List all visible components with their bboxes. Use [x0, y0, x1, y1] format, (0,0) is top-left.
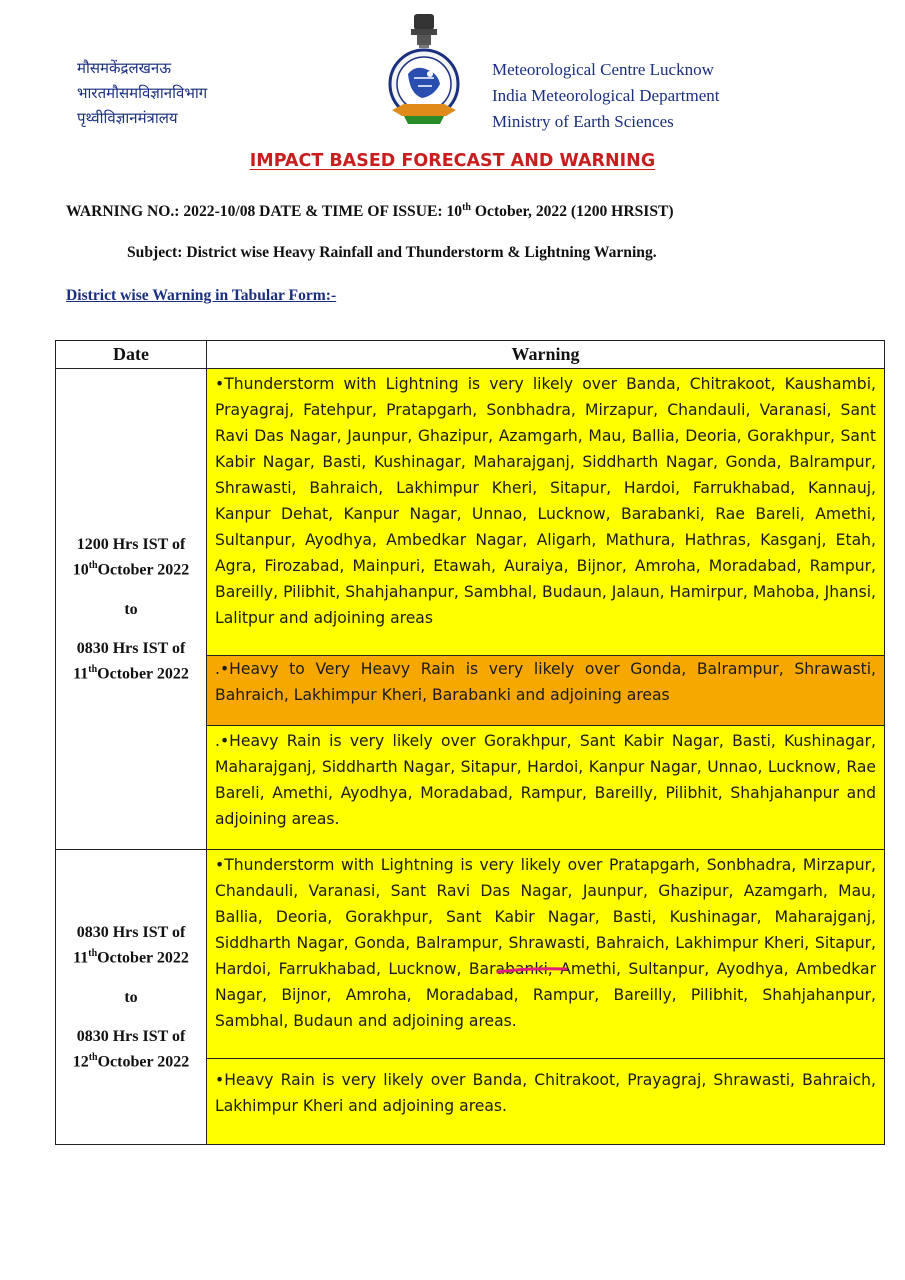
period-1-to: to	[124, 600, 138, 618]
hindi-org-block	[77, 56, 287, 131]
period-1-from-sup: th	[88, 560, 98, 572]
period-1-to-day: 11	[73, 664, 89, 682]
period-1-to-sup: th	[88, 663, 98, 675]
period-2-to-line: 0830 Hrs IST of	[76, 1027, 186, 1045]
period-2-from-line: 0830 Hrs IST of	[76, 924, 186, 942]
warning-number-line	[66, 202, 674, 221]
period-1-from-month: October 2022	[97, 561, 190, 579]
hindi-org-line-1: मौसमकेंद्रलखनऊ	[77, 59, 171, 77]
period-2-from-sup: th	[88, 948, 98, 960]
period-2-from	[73, 922, 189, 968]
period-1-to-month: October 2022	[97, 664, 189, 682]
period-2-until	[73, 1026, 190, 1072]
pink-ink-underline-mark	[494, 960, 574, 980]
english-org-line-1: Meteorological Centre Lucknow	[492, 60, 714, 79]
table-heading: District wise Warning in Tabular Form:-	[66, 287, 337, 304]
period-1-to-line: 0830 Hrs IST of	[76, 639, 186, 657]
imd-emblem-logo	[384, 12, 464, 128]
column-header-date: Date	[55, 340, 207, 369]
warning-cell-period-1-very-heavy-rain: .•Heavy to Very Heavy Rain is very likely over Gonda, Balrampur, Shrawasti, Bahraich, Lakhimpur Kheri, Barabanki and adjoining areas	[206, 655, 885, 726]
period-2-to-month: October 2022	[97, 1052, 190, 1070]
period-2-to-sup: th	[88, 1051, 98, 1063]
english-org-line-2: India Meteorological Department	[492, 86, 720, 105]
warning-cell-period-1-heavy-rain: .•Heavy Rain is very likely over Gorakhpur, Sant Kabir Nagar, Basti, Kushinagar, Maharajganj, Siddharth Nagar, Sitapur, Hardoi, Kanpur Nagar, Unnao, Lucknow, Rae Bareli, Amethi, Ayodhya, Moradabad, Rampur, Bareilly, Pilibhit, Shahjahanpur and adjoining areas.	[206, 725, 885, 850]
hindi-org-line-2: भारतमौसमविज्ञानविभाग	[77, 84, 208, 102]
date-cell-period-1	[55, 368, 207, 850]
period-2-to-day: 12	[72, 1052, 89, 1070]
warning-cell-period-2-thunderstorm: •Thunderstorm with Lightning is very likely over Pratapgarh, Sonbhadra, Mirzapur, Chandauli, Varanasi, Sant Ravi Das Nagar, Jaunpur, Ghazipur, Azamgarh, Mau, Ballia, Deoria, Gorakhpur, Sant Kabir Nagar, Basti, Kushinagar, Maharajganj, Siddharth Nagar, Gonda, Balrampur, Shrawasti, Bahraich, Lakhimpur Kheri, Sitapur, Hardoi, Farrukhabad, Lucknow, Barabanki, Amethi, Sultanpur, Ayodhya, Ambedkar Nagar, Bijnor, Amroha, Moradabad, Rampur, Bareilly, Pilibhit, Shahjahanpur, Sambhal, Budaun and adjoining areas.	[206, 849, 885, 1059]
document-title	[0, 151, 905, 171]
period-1-from	[73, 534, 190, 580]
warning-line-prefix: WARNING NO.: 2022-10/08 DATE & TIME OF ISSUE: 10	[66, 203, 463, 221]
hindi-org-line-3: पृथ्वीविज्ञानमंत्रालय	[77, 109, 178, 127]
period-1-from-line: 1200 Hrs IST of	[76, 536, 186, 554]
period-2-from-day: 11	[73, 949, 89, 967]
warning-cell-period-2-heavy-rain: •Heavy Rain is very likely over Banda, Chitrakoot, Prayagraj, Shrawasti, Bahraich, Lakhimpur Kheri and adjoining areas.	[206, 1058, 885, 1145]
period-1-until	[73, 638, 189, 684]
date-cell-period-2	[55, 849, 207, 1145]
english-org-line-3: Ministry of Earth Sciences	[492, 112, 674, 131]
warning-line-sup: th	[462, 202, 471, 213]
period-1-from-day: 10	[72, 561, 89, 579]
warning-cell-period-1-thunderstorm: •Thunderstorm with Lightning is very likely over Banda, Chitrakoot, Kaushambi, Prayagraj, Fatehpur, Pratapgarh, Sonbhadra, Mirzapur, Chandauli, Varanasi, Sant Ravi Das Nagar, Jaunpur, Ghazipur, Azamgarh, Mau, Ballia, Deoria, Gorakhpur, Sant Kabir Nagar, Basti, Kushinagar, Maharajganj, Siddharth Nagar, Gonda, Balrampur, Shrawasti, Bahraich, Lakhimpur Kheri, Sitapur, Hardoi, Farrukhabad, Kannauj, Kanpur Dehat, Kanpur Nagar, Unnao, Lucknow, Barabanki, Rae Bareli, Amethi, Sultanpur, Ayodhya, Ambedkar Nagar, Aligarh, Mathura, Hathras, Kasganj, Etah, Agra, Firozabad, Mainpuri, Etawah, Auraiya, Bijnor, Amroha, Moradabad, Rampur, Bareilly, Pilibhit, Shahjahanpur, Sambhal, Budaun, Jalaun, Hamirpur, Mahoba, Jhansi, Lalitpur and adjoining areas	[206, 368, 885, 656]
period-2-from-month: October 2022	[97, 949, 189, 967]
english-org-block	[492, 57, 792, 135]
period-2-to: to	[124, 988, 138, 1006]
document-title-text: IMPACT BASED FORECAST AND WARNING	[249, 151, 656, 171]
subject-line: Subject: District wise Heavy Rainfall and Thunderstorm & Lightning Warning.	[127, 244, 657, 261]
column-header-warning: Warning	[206, 340, 885, 369]
warning-line-suffix: October, 2022 (1200 HRSIST)	[471, 203, 674, 221]
